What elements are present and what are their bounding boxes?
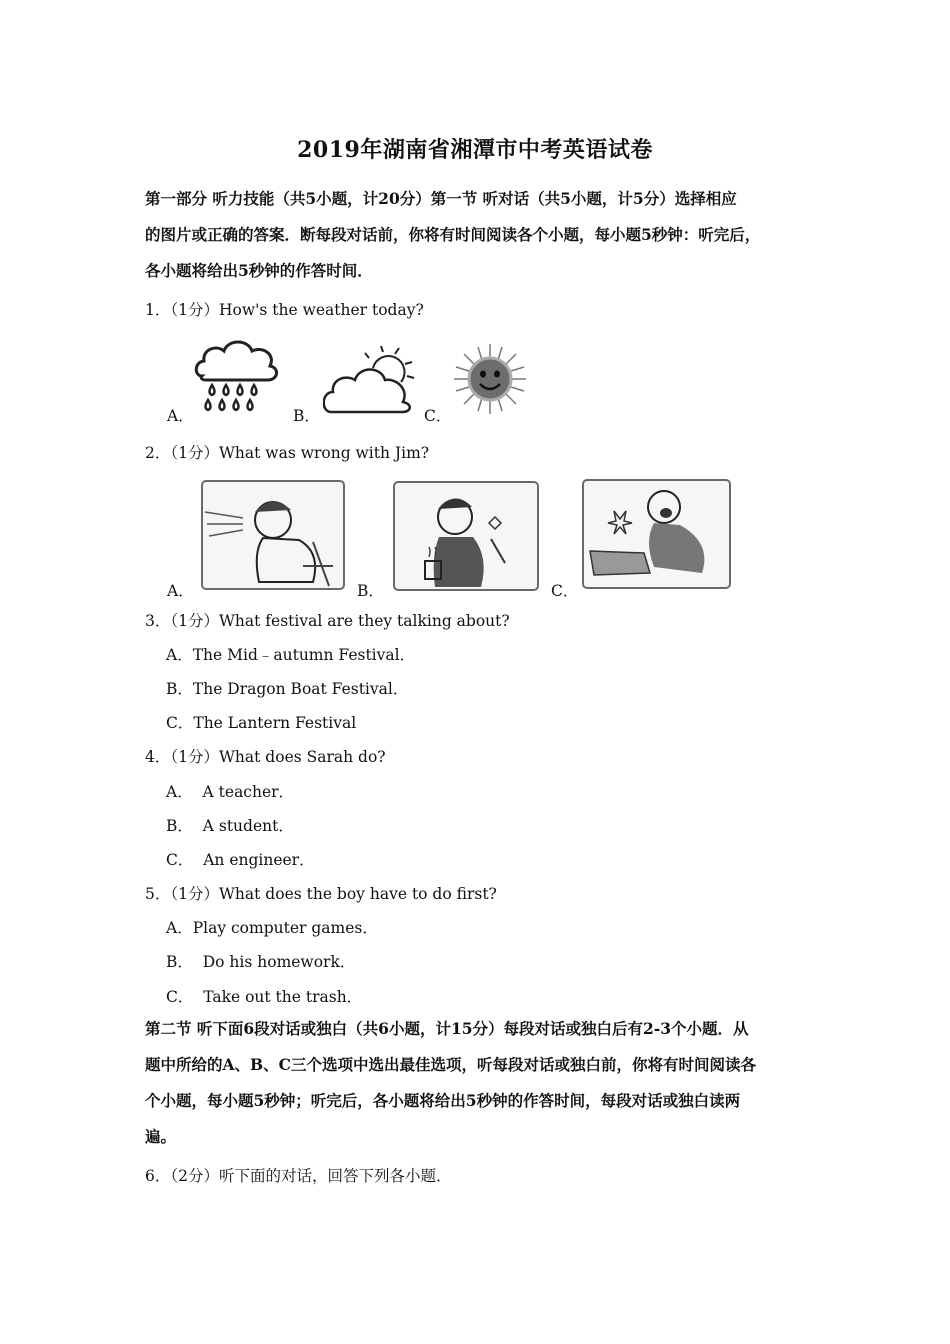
q4-option-b: B． A student． — [166, 817, 294, 835]
section2-line: 个小题，每小题5秒钟；听完后，各小题将给出5秒钟的作答时间，每段对话或独白读两 — [145, 1091, 741, 1110]
question-text: What festival are they talking about? — [219, 612, 510, 630]
part1-intro-line: 各小题将给出5秒钟的作答时间． — [145, 261, 373, 280]
injured-leg-person-picture — [582, 479, 731, 589]
question-number: 4． — [145, 748, 171, 766]
question-number: 2． — [145, 444, 171, 462]
q5-option-c: C． Take out the trash． — [166, 988, 363, 1006]
part1-intro — [145, 181, 825, 289]
question-score: （1分） — [170, 301, 219, 319]
sun-behind-cloud-icon — [323, 346, 415, 416]
question-text: What was wrong with Jim? — [219, 444, 430, 462]
question-1 — [145, 298, 424, 320]
sneezing-person-picture — [201, 480, 345, 590]
section2-line: 遍。 — [145, 1127, 177, 1146]
part1-intro-line: 的图片或正确的答案．断每段对话前，你将有时间阅读各个小题，每小题5秒钟：听完后， — [145, 225, 761, 244]
q2-label-b: B． — [357, 582, 384, 600]
q1-label-a: A． — [167, 407, 194, 425]
q1-label-b: B． — [293, 407, 320, 425]
question-3 — [145, 609, 510, 631]
rain-cloud-icon — [192, 336, 280, 416]
q1-label-c: C． — [424, 407, 452, 425]
q5-option-a: A．Play computer games． — [166, 919, 378, 937]
question-number: 1． — [145, 301, 171, 319]
question-score: （1分） — [170, 444, 219, 462]
section2-line: 第二节 听下面6段对话或独白（共6小题，计15分）每段对话或独白后有2-3个小题．从 — [145, 1019, 749, 1038]
q3-option-c: C．The Lantern Festival — [166, 714, 357, 732]
question-2 — [145, 441, 429, 463]
question-score: （1分） — [170, 885, 219, 903]
question-text: 听下面的对话，回答下列各小题． — [219, 1167, 452, 1185]
question-4 — [145, 745, 386, 767]
question-score: （2分） — [170, 1167, 219, 1185]
question-6 — [145, 1164, 452, 1186]
q5-option-b: B． Do his homework． — [166, 953, 356, 971]
smiling-sun-icon — [448, 342, 532, 416]
section2-line: 题中所给的A、B、C三个选项中选出最佳选项，听每段对话或独白前，你将有时间阅读各 — [145, 1055, 756, 1074]
question-text: How's the weather today? — [219, 301, 424, 319]
q4-option-c: C． An engineer． — [166, 851, 315, 869]
q2-label-a: A． — [167, 582, 194, 600]
q2-label-c: C． — [551, 582, 579, 600]
question-5 — [145, 882, 497, 904]
question-number: 3． — [145, 612, 171, 630]
part1-intro-line: 第一部分 听力技能（共5小题，计20分）第一节 听对话（共5小题，计5分）选择相应 — [145, 189, 737, 208]
question-text: What does the boy have to do first? — [219, 885, 497, 903]
question-score: （1分） — [170, 612, 219, 630]
section2-intro — [145, 1011, 825, 1155]
question-number: 5． — [145, 885, 171, 903]
q4-option-a: A． A teacher． — [166, 783, 295, 801]
question-text: What does Sarah do? — [219, 748, 386, 766]
page-title: 2019年湖南省湘潭市中考英语试卷 — [297, 137, 653, 163]
sick-person-with-tea-picture — [393, 481, 539, 591]
q3-option-b: B．The Dragon Boat Festival． — [166, 680, 409, 698]
q3-option-a: A．The Mid﹣autumn Festival． — [166, 646, 416, 664]
question-score: （1分） — [170, 748, 219, 766]
question-number: 6． — [145, 1167, 171, 1185]
